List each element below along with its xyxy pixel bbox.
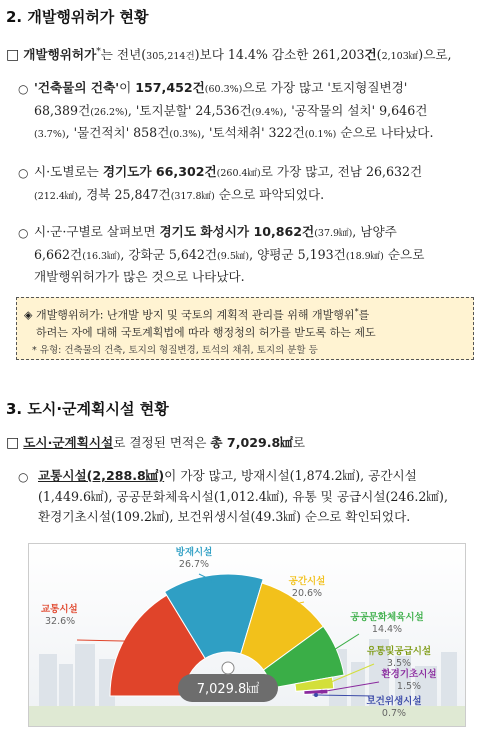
text: (9.5㎢) — [217, 250, 250, 262]
text: (16.3㎢) — [82, 250, 121, 262]
note-text — [24, 303, 469, 341]
text: (37.9㎢) — [314, 228, 353, 239]
slice-percent: 20.6% — [291, 588, 323, 599]
text: 2,103㎢ — [381, 51, 419, 63]
text: 305,214건 — [146, 51, 195, 63]
slice-label: 유통및공급시설 — [366, 646, 432, 657]
text: 로 결정된 면적은 — [113, 435, 211, 450]
text: , 경북 25,847건 — [78, 186, 171, 202]
circle-bullet: ○ — [18, 226, 29, 240]
text: , '토지분할' 24,536건 — [127, 102, 252, 118]
bullet-city — [34, 222, 489, 288]
slice-label: 방재시설 — [175, 547, 213, 558]
footnote-mark: * — [354, 307, 359, 316]
slice-label: 보건위생시설 — [366, 696, 422, 707]
text: 순으로 파악되었다. — [214, 186, 325, 202]
text: (0.3%) — [169, 129, 201, 140]
text: 157,452건 — [135, 80, 205, 95]
slice-percent: 1.5% — [396, 681, 422, 692]
text: 하려는 자에 대해 국토계획법에 따라 행정청의 허가를 받도록 하는 제도 — [36, 325, 376, 339]
section2-paragraph — [6, 42, 491, 68]
area-icon — [222, 662, 234, 674]
leader-dot — [128, 639, 132, 643]
text: , '토석채취' 322건 — [200, 125, 305, 140]
text: 순으로 나타났다. — [336, 125, 434, 140]
text: ( — [376, 47, 382, 63]
text: 로 — [292, 435, 306, 450]
text: 6,662건 — [34, 246, 83, 262]
slice-percent: 0.7% — [381, 708, 407, 719]
section2-heading: 2. 개발행위허가 현황 — [6, 8, 149, 26]
slice-percent: 14.4% — [371, 624, 403, 635]
text: (260.4㎢) — [216, 168, 261, 179]
circle-bullet: ○ — [18, 470, 29, 484]
term-urban-facility: 도시·군계획시설 — [23, 435, 114, 450]
text: 로 가장 많고, 전남 26,632건 — [260, 164, 423, 179]
term-devpermit: 개발행위허가 — [23, 47, 97, 63]
text: '건축물의 건축' — [34, 80, 120, 95]
text: 개발행위허가가 많은 것으로 나타났다. — [34, 269, 245, 284]
text: , '물건적치' 858건 — [65, 125, 170, 140]
text: (26.2%) — [90, 106, 128, 118]
text: (212.4㎢) — [34, 190, 79, 202]
leader-dot — [329, 650, 333, 654]
slice-percent: 26.7% — [178, 559, 210, 570]
text: (18.9㎢) — [345, 250, 384, 262]
slice-label: 환경기초시설 — [381, 669, 437, 680]
text: 개발행위허가: 난개발 방지 및 국토의 계획적 관리를 위해 개발행위 — [35, 308, 355, 322]
definition-note-box — [16, 297, 474, 360]
text: 시·도별로는 — [34, 164, 103, 179]
text: (0.1%) — [304, 129, 337, 140]
text: , '공작물의 설치' 9,646건 — [283, 102, 428, 118]
text: )으로, — [418, 47, 452, 63]
text: 교통시설(2,288.8㎢) — [38, 468, 165, 483]
text: 건 — [364, 47, 377, 63]
leader-dot — [314, 693, 318, 697]
text: , 양평군 5,193건 — [249, 246, 346, 262]
leader-dot — [325, 682, 329, 686]
footnote-mark: * — [96, 47, 101, 57]
facility-semicircle-chart — [29, 544, 465, 726]
circle-bullet: ○ — [18, 82, 29, 96]
text: 환경기초시설(109.2㎢), 보건위생시설(49.3㎢) 순으로 확인되었다. — [38, 509, 411, 524]
bullet-facility-types — [38, 466, 493, 528]
text: 시·군·구별로 살펴보면 — [34, 224, 160, 239]
text: (9.4%) — [251, 106, 284, 118]
text: 68,389건 — [34, 102, 91, 118]
section3-paragraph — [6, 433, 491, 454]
section3-heading: 3. 도시·군계획시설 현황 — [6, 400, 169, 418]
leader-dot — [320, 690, 324, 694]
text: 경기도가 66,302건 — [102, 164, 217, 179]
square-bullet: □ — [6, 47, 20, 64]
facility-area-chart — [28, 543, 466, 727]
text: 경기도 화성시가 10,862건 — [159, 224, 315, 239]
text: (3.7%) — [34, 129, 66, 140]
total-area-value: 7,029.8㎢ — [196, 682, 260, 697]
leader-dot — [291, 603, 295, 607]
slice-label: 교통시설 — [41, 604, 78, 615]
slice-label: 공공문화체육시설 — [350, 612, 424, 623]
text: 는 전년( — [100, 47, 147, 63]
bullet-building — [34, 78, 489, 146]
text: )보다 14.4% 감소한 261,203 — [194, 47, 365, 63]
text: 이 가장 많고, 방재시설(1,874.2㎢), 공간시설 — [164, 468, 417, 483]
text: (317.8㎢) — [170, 190, 215, 202]
text: 총 7,029.8㎢ — [210, 435, 293, 450]
text: 이 — [119, 80, 136, 95]
text: 순으로 — [383, 246, 425, 262]
slice-percent: 32.6% — [45, 616, 76, 627]
diamond-icon: ◈ — [24, 308, 33, 322]
leader-dot — [211, 579, 215, 583]
text: , 남양주 — [352, 224, 397, 239]
text: (1,449.6㎢), 공공문화체육시설(1,012.4㎢), 유통 및 공급시설(246.2㎢), — [38, 488, 448, 504]
slice-label: 공간시설 — [288, 576, 326, 587]
square-bullet: □ — [6, 435, 20, 451]
circle-bullet: ○ — [18, 166, 29, 180]
slice-percent: 3.5% — [386, 658, 412, 669]
text: (60.3%) — [204, 84, 243, 95]
text: 으로 가장 많고 '토지형질변경' — [242, 80, 408, 95]
text: , 강화군 5,642건 — [120, 246, 218, 262]
text: 를 — [358, 308, 370, 322]
bullet-province — [34, 162, 489, 207]
note-footnote: * 유형: 건축물의 건축, 토지의 형질변경, 토석의 채취, 토지의 분할 등 — [32, 345, 318, 356]
